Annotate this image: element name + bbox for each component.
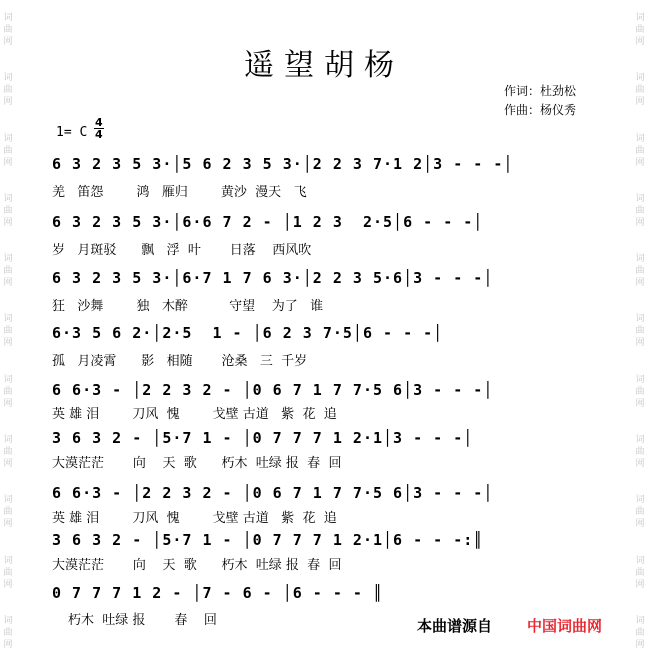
time-signature-top: 4	[95, 116, 103, 129]
watermark-group: 词 曲 网	[3, 254, 13, 289]
watermark-group: 词 曲 网	[3, 73, 13, 108]
watermark-group: 词 曲 网	[3, 314, 13, 349]
watermark-group: 词 曲 网	[635, 314, 645, 349]
watermark-group: 词 曲 网	[3, 434, 13, 469]
song-title: 遥望胡杨	[244, 48, 404, 83]
watermark-group: 词 曲 网	[635, 133, 645, 168]
watermark-group: 词 曲 网	[635, 374, 645, 409]
watermark-group: 词 曲 网	[3, 13, 13, 48]
lyrics-line: 英 雄 泪 刀风 愧 戈壁 古道 紫 花 追	[52, 510, 337, 526]
notation-line: 0 7 7 7 1 2 - │7 - 6 - │6 - - - ║	[52, 580, 372, 606]
watermark-column-right	[633, 0, 647, 663]
notation-line: 3 6 3 2 - │5·7 1 - │0 7 7 7 1 2·1│6 - - -:║	[52, 527, 592, 553]
source-label: 本曲谱源自	[417, 617, 493, 635]
watermark-group: 词 曲 网	[635, 254, 645, 289]
notation-line: 6 3 2 3 5 3·│6·6 7 2 - │1 2 3 2·5│6 - - -│	[52, 209, 592, 235]
watermark-group: 词 曲 网	[3, 374, 13, 409]
watermark-group: 词 曲 网	[3, 615, 13, 650]
lyrics-line: 狂 沙舞 独 木醉 守望 为了 谁	[52, 298, 324, 314]
watermark-group: 词 曲 网	[635, 615, 645, 650]
notation-line: 6 6·3 - │2 2 3 2 - │0 6 7 1 7 7·5 6│3 - - -│	[52, 480, 592, 506]
composer-credit: 作曲：杨仪秀	[504, 103, 577, 117]
notation-line: 3 6 3 2 - │5·7 1 - │0 7 7 7 1 2·1│3 - - -│	[52, 425, 592, 451]
time-signature-bottom: 4	[95, 128, 103, 141]
lyricist-credit: 作词：杜劲松	[504, 84, 577, 98]
notation-line: 6 3 2 3 5 3·│6·7 1 7 6 3·│2 2 3 5·6│3 - - -│	[52, 265, 592, 291]
notation-line: 6 3 2 3 5 3·│5 6 2 3 5 3·│2 2 3 7·1 2│3 - - -│	[52, 151, 592, 177]
time-signature	[94, 117, 104, 140]
lyrics-line: 孤 月凌霄 影 相随 沧桑 三 千岁	[52, 353, 308, 369]
watermark-group: 词 曲 网	[3, 193, 13, 228]
lyrics-line: 英 雄 泪 刀风 愧 戈壁 古道 紫 花 追	[52, 406, 337, 422]
key-signature: 1= C	[56, 125, 88, 140]
lyrics-line: 大漠茫茫 向 天 歌 朽木 吐绿 报 春 回	[52, 557, 342, 573]
watermark-group: 词 曲 网	[635, 495, 645, 530]
lyrics-line: 大漠茫茫 向 天 歌 朽木 吐绿 报 春 回	[52, 455, 342, 471]
watermark-group: 词 曲 网	[635, 193, 645, 228]
notation-line: 6 6·3 - │2 2 3 2 - │0 6 7 1 7 7·5 6│3 - - -│	[52, 377, 592, 403]
watermark-group: 词 曲 网	[635, 73, 645, 108]
watermark-group: 词 曲 网	[3, 133, 13, 168]
watermark-group: 词 曲 网	[635, 13, 645, 48]
watermark-group: 词 曲 网	[3, 495, 13, 530]
watermark-column-left	[1, 0, 15, 663]
watermark-group: 词 曲 网	[635, 434, 645, 469]
lyrics-line: 羌 笛怨 鸿 雁归 黄沙 漫天 飞	[52, 184, 307, 200]
notation-line: 6·3 5 6 2·│2·5 1 - │6 2 3 7·5│6 - - -│	[52, 320, 592, 346]
watermark-group: 词 曲 网	[635, 555, 645, 590]
lyrics-line: 朽木 吐绿 报 春 回	[68, 612, 217, 628]
lyrics-line: 岁 月斑驳 飘 浮 叶 日落 西风吹	[52, 242, 312, 258]
site-link[interactable]: 中国词曲网	[527, 617, 603, 635]
watermark-group: 词 曲 网	[3, 555, 13, 590]
